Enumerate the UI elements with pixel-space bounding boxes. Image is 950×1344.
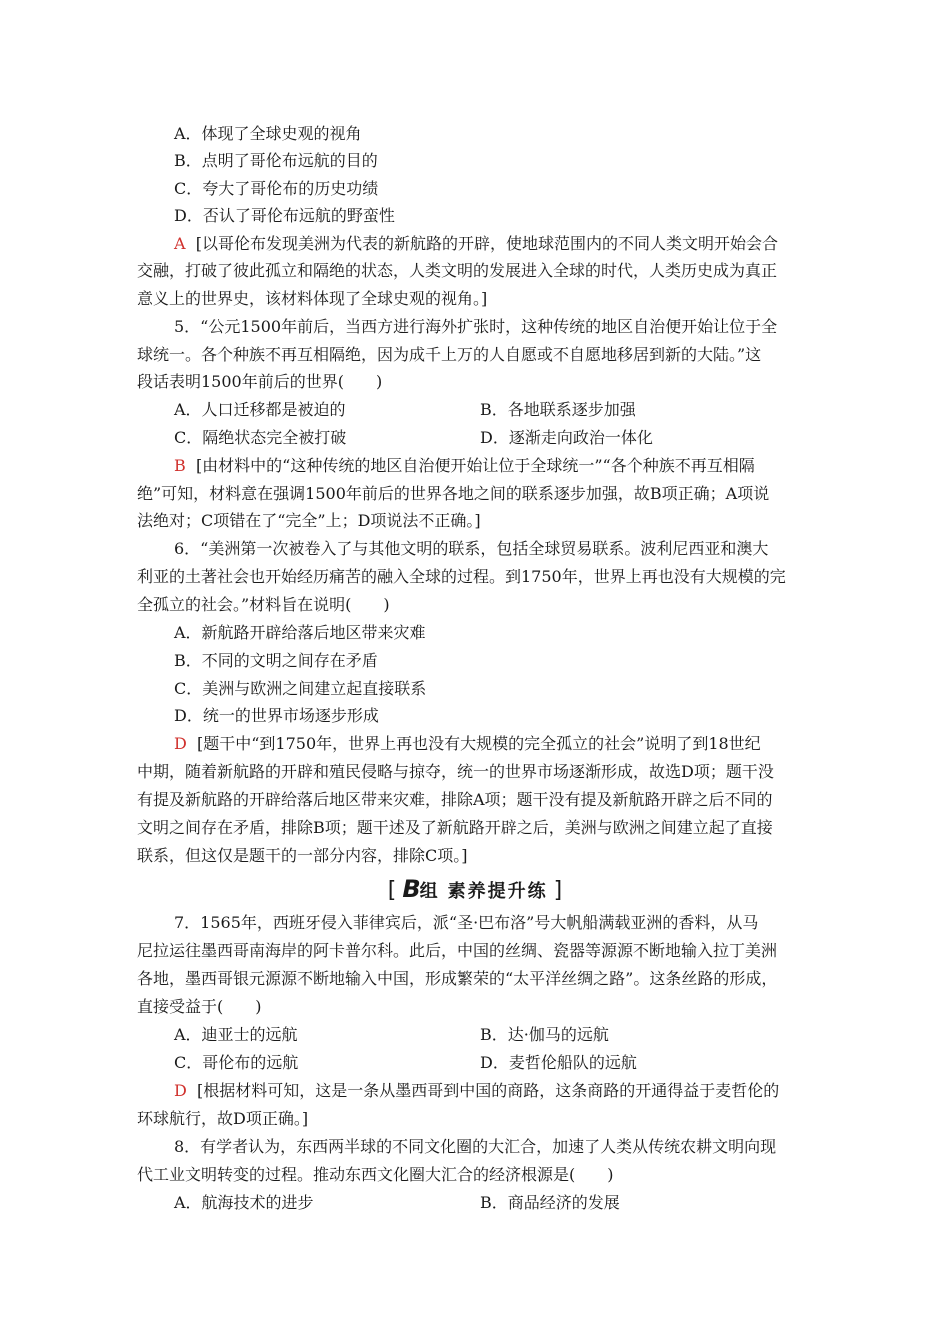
q6-explanation-line-2: 中期，随着新航路的开辟和殖民侵略与掠夺，统一的世界市场逐渐形成，故选D项；题干没: [137, 762, 774, 781]
q7-stem-line-2: 尼拉运往墨西哥南海岸的阿卡普尔科。此后，中国的丝绸、瓷器等源源不断地输入拉丁美洲: [137, 941, 778, 960]
q6-stem-line-3: 全孤立的社会。”材料旨在说明( ): [137, 595, 390, 614]
q6-option-d: D．统一的世界市场逐步形成: [174, 706, 379, 725]
q6-option-b: B．不同的文明之间存在矛盾: [174, 651, 378, 670]
q4-option-c: C．夸大了哥伦布的历史功绩: [174, 179, 379, 198]
q4-explanation-line-2: 交融，打破了彼此孤立和隔绝的状态，人类文明的发展进入全球的时代，人类历史成为真正: [137, 261, 778, 280]
q7-explanation-line-2: 环球航行，故D项正确。]: [137, 1109, 309, 1128]
q5-option-c: C．隔绝状态完全被打破: [174, 428, 347, 447]
q5-option-a: A．人口迁移都是被迫的: [174, 400, 346, 419]
q7-option-b: B．达·伽马的远航: [480, 1025, 609, 1044]
q8-stem-line-2: 代工业文明转变的过程。推动东西文化圈大汇合的经济根源是( ): [137, 1165, 614, 1184]
q5-explanation-line-3: 法绝对；C项错在了“完全”上；D项说法不正确。]: [137, 511, 481, 530]
q6-explanation-line-1: D [题干中“到1750年，世界上再也没有大规模的完全孤立的社会”说明了到18世纪: [174, 734, 761, 753]
q4-option-d: D．否认了哥伦布远航的野蛮性: [174, 206, 395, 225]
q4-answer: A: [174, 234, 186, 253]
q5-answer: B: [174, 456, 186, 475]
q6-option-a: A．新航路开辟给落后地区带来灾难: [174, 623, 426, 642]
q8-option-b: B．商品经济的发展: [480, 1193, 620, 1212]
heading-right-bracket: ]: [553, 878, 563, 903]
q5-option-b: B．各地联系逐步加强: [480, 400, 636, 419]
q4-option-b: B．点明了哥伦布远航的目的: [174, 151, 378, 170]
q7-stem-line-1: 7．1565年，西班牙侵入菲律宾后，派“圣·巴布洛”号大帆船满载亚洲的香料，从马: [174, 913, 759, 932]
q5-explanation-line-1: B [由材料中的“这种传统的地区自治便开始让位于全球统一”“各个种族不再互相隔: [174, 456, 755, 475]
q6-explanation-line-4: 文明之间存在矛盾，排除B项；题干述及了新航路开辟之后，美洲与欧洲之间建立起了直接: [137, 818, 773, 837]
group-letter: B: [402, 875, 420, 903]
q7-stem-line-4: 直接受益于( ): [137, 997, 262, 1016]
q7-explanation-line-1: D [根据材料可知，这是一条从墨西哥到中国的商路，这条商路的开通得益于麦哲伦的: [174, 1081, 780, 1100]
q7-option-c: C．哥伦布的远航: [174, 1053, 299, 1072]
q7-stem-line-3: 各地，墨西哥银元源源不断地输入中国，形成繁荣的“太平洋丝绸之路”。这条丝路的形成，: [137, 969, 778, 988]
q4-explanation-line-1: A [以哥伦布发现美洲为代表的新航路的开辟，使地球范围内的不同人类文明开始会合: [174, 234, 778, 253]
q4-option-a: A．体现了全球史观的视角: [174, 124, 362, 143]
q7-option-a: A．迪亚士的远航: [174, 1025, 298, 1044]
q5-explanation-line-2: 绝”可知，材料意在强调1500年前后的世界各地之间的联系逐步加强，故B项正确；A项说: [137, 484, 770, 503]
q4-explanation-line-3: 意义上的世界史，该材料体现了全球史观的视角。]: [137, 289, 488, 308]
group-b-heading: [0, 876, 950, 905]
q7-option-d: D．麦哲伦船队的远航: [480, 1053, 637, 1072]
q5-option-d: D．逐渐走向政治一体化: [480, 428, 653, 447]
q6-explanation-line-3: 有提及新航路的开辟给落后地区带来灾难，排除A项；题干没有提及新航路开辟之后不同的: [137, 790, 773, 809]
q6-answer: D: [174, 734, 187, 753]
q6-option-c: C．美洲与欧洲之间建立起直接联系: [174, 679, 427, 698]
group-title: 素养提升练: [447, 881, 548, 902]
q8-stem-line-1: 8．有学者认为，东西两半球的不同文化圈的大汇合，加速了人类从传统农耕文明向现: [174, 1137, 777, 1156]
q6-stem-line-2: 利亚的土著社会也开始经历痛苦的融入全球的过程。到1750年，世界上再也没有大规模的完: [137, 567, 786, 586]
q6-stem-line-1: 6．“美洲第一次被卷入了与其他文明的联系，包括全球贸易联系。波利尼西亚和澳大: [174, 539, 769, 558]
q5-stem-line-2: 球统一。各个种族不再互相隔绝，因为成千上万的人自愿或不自愿地移居到新的大陆。”这: [137, 345, 762, 364]
q5-stem-line-3: 段话表明1500年前后的世界( ): [137, 372, 383, 391]
q8-option-a: A．航海技术的进步: [174, 1193, 314, 1212]
heading-left-bracket: [: [387, 878, 397, 903]
q6-explanation-line-5: 联系，但这仅是题干的一部分内容，排除C项。]: [137, 846, 468, 865]
q5-stem-line-1: 5．“公元1500年前后，当西方进行海外扩张时，这种传统的地区自治便开始让位于全: [174, 317, 778, 336]
group-suffix: 组: [419, 881, 438, 902]
q7-answer: D: [174, 1081, 187, 1100]
